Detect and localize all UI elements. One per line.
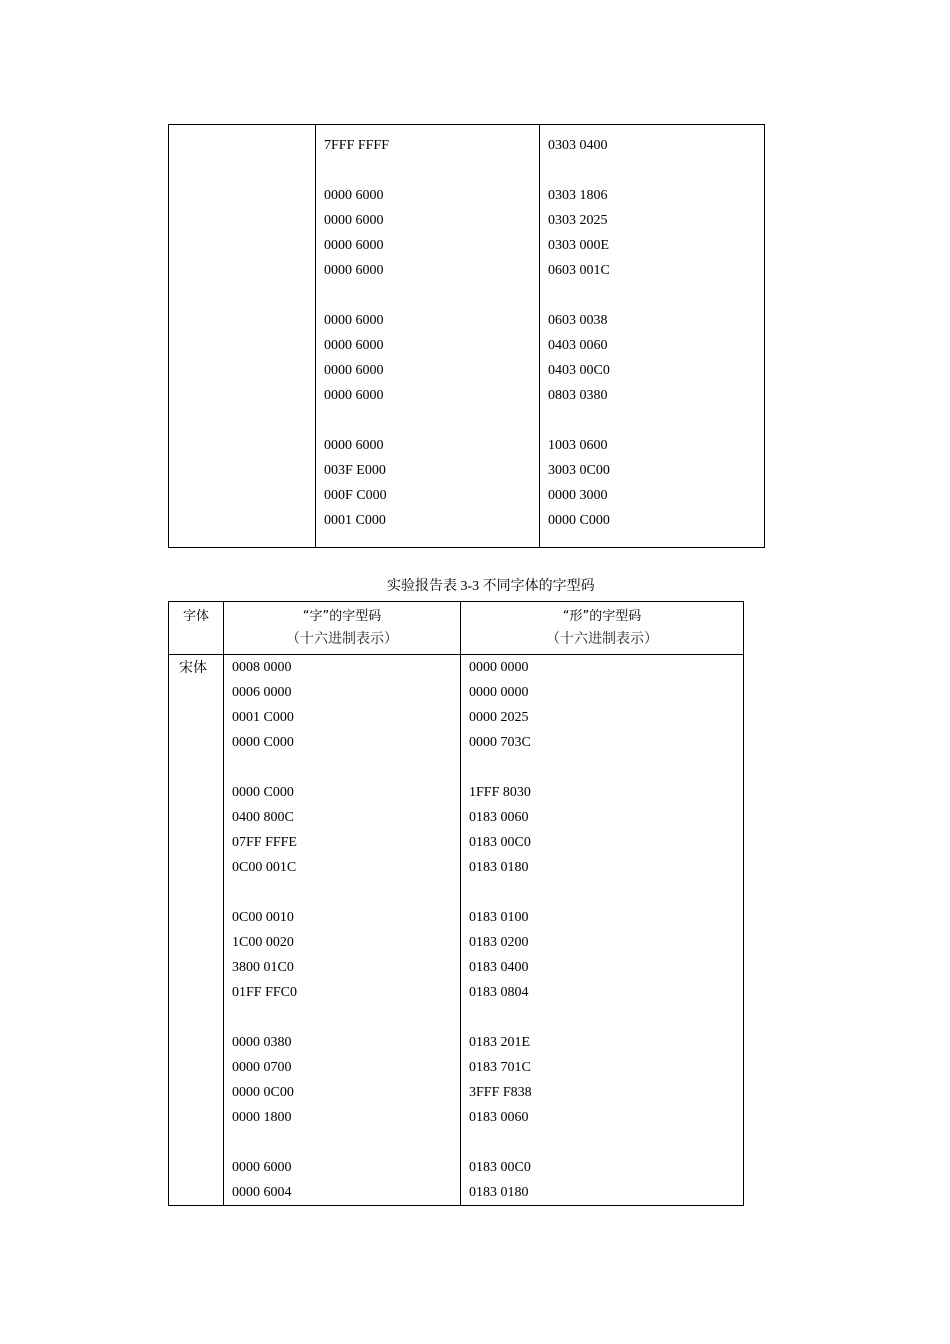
code-line: 01FF FFC0 [232, 985, 297, 1000]
code-line: 0000 6000 [324, 263, 384, 278]
zi-code-list [224, 655, 460, 1205]
code-line: 0183 201E [469, 1035, 531, 1050]
zi-code-cell [224, 655, 461, 1206]
code-line: 0000 2025 [469, 710, 529, 725]
code-line: 0000 6000 [324, 238, 384, 253]
code-line: 0183 701C [469, 1060, 531, 1075]
zi-code-list [316, 125, 539, 533]
code-line: 0603 0038 [548, 313, 608, 328]
font-name-cell [169, 655, 224, 1206]
font-code-table-continued [168, 124, 765, 548]
code-line: 0183 0180 [469, 1185, 529, 1200]
code-line: 0000 703C [469, 735, 531, 750]
header-xing-subtitle: （十六进制表示） [546, 632, 658, 647]
code-line: 3800 01C0 [232, 960, 294, 975]
code-line: 0000 6000 [324, 213, 384, 228]
code-line: 1FFF 8030 [469, 785, 531, 800]
code-line: 0000 6000 [324, 438, 384, 453]
code-line: 07FF FFFE [232, 835, 297, 850]
blank-line [469, 755, 743, 780]
table-caption: 实验报告表 3-3 不同字体的字型码 [387, 579, 595, 594]
blank-line [324, 408, 539, 433]
xing-code-list [540, 125, 764, 533]
header-zi-title: “字”的字型码 [302, 609, 382, 624]
blank-line [548, 283, 764, 308]
code-line: 0000 6000 [324, 188, 384, 203]
zi-code-cell [316, 125, 540, 548]
code-line: 003F E000 [324, 463, 386, 478]
code-line: 0000 1800 [232, 1110, 292, 1125]
code-line: 1C00 0020 [232, 935, 294, 950]
code-line: 0183 0060 [469, 1110, 529, 1125]
blank-line [548, 408, 764, 433]
blank-line [324, 283, 539, 308]
font-cell-empty [169, 125, 316, 548]
code-line: 0183 0200 [469, 935, 529, 950]
code-line: 0303 000E [548, 238, 610, 253]
code-line: 0000 C000 [232, 785, 294, 800]
code-line: 0000 6000 [324, 388, 384, 403]
code-line: 0C00 0010 [232, 910, 294, 925]
code-line: 0001 C000 [232, 710, 294, 725]
table-row [169, 125, 765, 548]
code-line: 0000 C000 [548, 513, 610, 528]
code-line: 000F C000 [324, 488, 387, 503]
code-line: 0000 6004 [232, 1185, 292, 1200]
code-line: 0000 3000 [548, 488, 608, 503]
code-line: 0403 0060 [548, 338, 608, 353]
code-line: 0400 800C [232, 810, 294, 825]
code-line: 3003 0C00 [548, 463, 610, 478]
code-line: 3FFF F838 [469, 1085, 532, 1100]
blank-line [232, 755, 460, 780]
code-line: 0000 6000 [324, 338, 384, 353]
code-line: 0000 6000 [324, 313, 384, 328]
table-header-row [169, 602, 744, 655]
blank-line [232, 1005, 460, 1030]
header-font [169, 602, 224, 655]
code-line: 0008 0000 [232, 660, 292, 675]
code-line: 0006 0000 [232, 685, 292, 700]
code-line: 0000 0000 [469, 660, 529, 675]
blank-line [548, 158, 764, 183]
font-code-table [168, 601, 744, 1206]
code-line: 0303 0400 [548, 138, 608, 153]
header-zi-subtitle: （十六进制表示） [286, 632, 398, 647]
code-line: 0000 0380 [232, 1035, 292, 1050]
blank-line [324, 158, 539, 183]
header-zi [224, 602, 461, 655]
code-line: 1003 0600 [548, 438, 608, 453]
code-line: 0000 0000 [469, 685, 529, 700]
header-xing [461, 602, 744, 655]
code-line: 0303 2025 [548, 213, 608, 228]
xing-code-list [461, 655, 743, 1205]
code-line: 0303 1806 [548, 188, 608, 203]
code-line: 0000 0C00 [232, 1085, 294, 1100]
code-line: 0000 6000 [324, 363, 384, 378]
blank-line [469, 1005, 743, 1030]
header-font-label: 字体 [182, 609, 209, 624]
code-line: 0183 0060 [469, 810, 529, 825]
blank-line [469, 880, 743, 905]
header-xing-title: “形”的字型码 [562, 609, 642, 624]
code-line: 0183 00C0 [469, 835, 531, 850]
code-line: 0001 C000 [324, 513, 386, 528]
code-line: 0183 0400 [469, 960, 529, 975]
table-row [169, 655, 744, 1206]
code-line: 7FFF FFFF [324, 138, 390, 153]
blank-line [469, 1130, 743, 1155]
font-name: 宋体 [179, 661, 207, 676]
code-line: 0403 00C0 [548, 363, 610, 378]
code-line: 0803 0380 [548, 388, 608, 403]
code-line: 0183 0804 [469, 985, 529, 1000]
xing-code-cell [461, 655, 744, 1206]
code-line: 0183 0100 [469, 910, 529, 925]
code-line: 0000 C000 [232, 735, 294, 750]
blank-line [232, 880, 460, 905]
code-line: 0000 0700 [232, 1060, 292, 1075]
code-line: 0000 6000 [232, 1160, 292, 1175]
code-line: 0183 00C0 [469, 1160, 531, 1175]
code-line: 0603 001C [548, 263, 610, 278]
blank-line [232, 1130, 460, 1155]
xing-code-cell [540, 125, 765, 548]
code-line: 0C00 001C [232, 860, 297, 875]
code-line: 0183 0180 [469, 860, 529, 875]
